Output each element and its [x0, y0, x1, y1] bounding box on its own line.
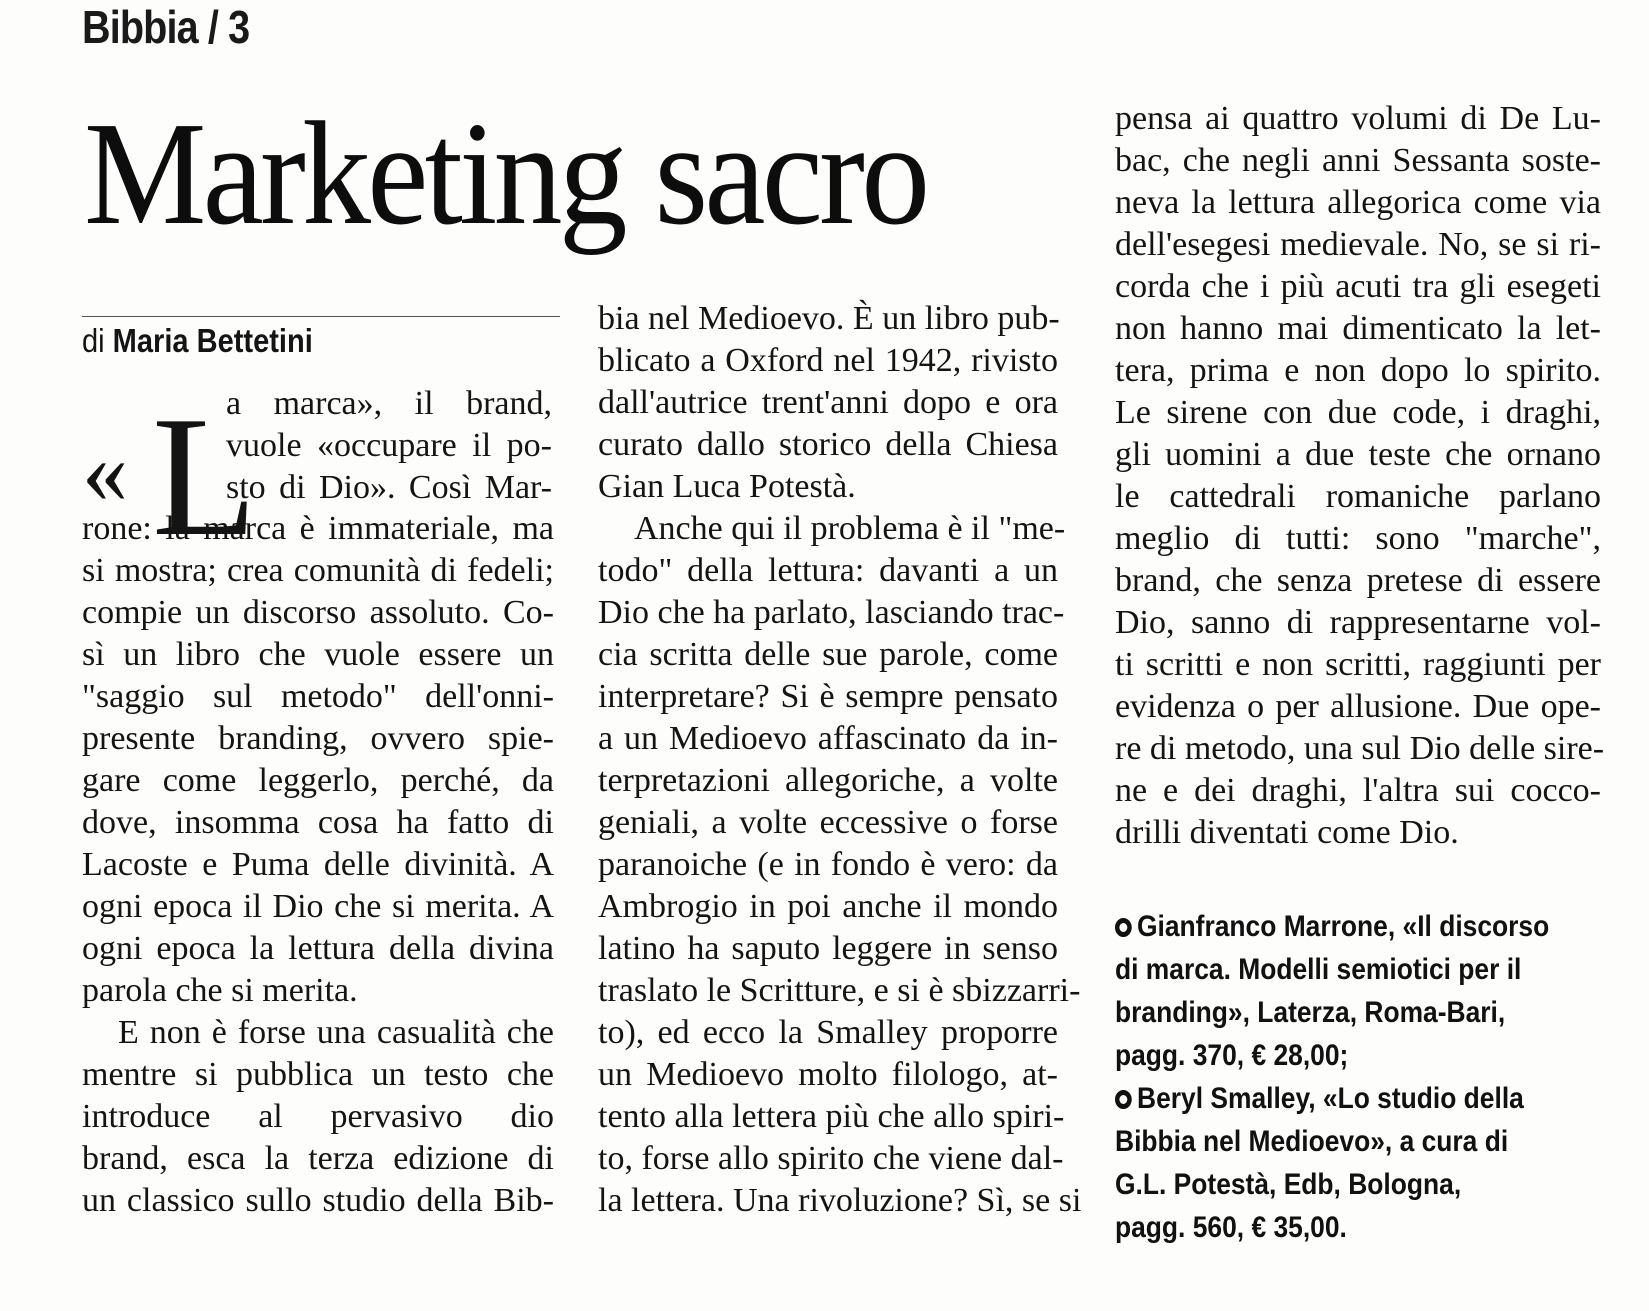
text-line: rone: la marca è immateriale, ma [82, 510, 554, 547]
text-line: brand, che senza pretese di essere [1115, 562, 1601, 599]
book-entry-line: branding», Laterza, Roma-Bari, [1115, 996, 1506, 1029]
text-line: Anche qui il problema è il "me- [634, 510, 1066, 547]
text-line: Ambrogio in poi anche il mondo [598, 888, 1058, 925]
text-line: sto di Dio». Così Mar- [226, 469, 552, 506]
column-2 [598, 298, 1082, 1222]
text-line: un classico sullo studio della Bib- [82, 1182, 554, 1219]
text-line: latino ha saputo leggere in senso [598, 930, 1058, 967]
text-line: un Medioevo molto filologo, at- [598, 1056, 1058, 1093]
text-line: sì un libro che vuole essere un [82, 636, 554, 673]
text-line: neva la lettura allegorica come via [1115, 184, 1601, 221]
column-1-intro [226, 383, 552, 509]
drop-cap-quote: « [82, 420, 128, 522]
text-line: mentre si pubblica un testo che [82, 1056, 554, 1093]
text-line: cia scritta delle sue parole, come [598, 636, 1058, 673]
book-entry [1115, 905, 1595, 1077]
text-line: ti scritti e non scritti, raggiunti per [1115, 646, 1601, 683]
text-line: a un Medioevo affascinato da in- [598, 720, 1058, 757]
text-line: Le sirene con due code, i draghi, [1115, 394, 1601, 431]
text-line: traslato le Scritture, e si è sbizzarri- [598, 972, 1081, 1009]
text-line: dove, insomma cosa ha fatto di [82, 804, 554, 841]
text-line: interpretare? Si è sempre pensato [598, 678, 1058, 715]
book-entry [1115, 1077, 1595, 1249]
book-entry-line: pagg. 560, € 35,00. [1115, 1211, 1347, 1244]
text-line: ogni epoca il Dio che si merita. A [82, 888, 554, 925]
text-line: bia nel Medioevo. È un libro pub- [598, 300, 1060, 337]
text-line: drilli diventati come Dio. [1115, 814, 1459, 851]
text-line: compie un discorso assoluto. Co- [82, 594, 554, 631]
text-line: re di metodo, una sul Dio delle sire- [1115, 730, 1605, 767]
book-info [1115, 905, 1595, 1249]
text-line: vuole «occupare il po- [226, 427, 552, 464]
text-line: pensa ai quattro volumi di De Lu- [1115, 100, 1601, 137]
text-line: corda che i più acuti tra gli esegeti [1115, 268, 1601, 305]
text-line: paranoiche (e in fondo è vero: da [598, 846, 1058, 883]
book-entry-line: Beryl Smalley, «Lo studio della [1115, 1077, 1537, 1120]
text-line: Dio, sanno di rappresentarne vol- [1115, 604, 1601, 641]
column-3 [1115, 98, 1605, 854]
column-1 [82, 508, 554, 1222]
text-line: tento alla lettera più che allo spiri- [598, 1098, 1065, 1135]
text-line: ogni epoca la lettura della divina [82, 930, 554, 967]
text-line: gare come leggerlo, perché, da [82, 762, 554, 799]
text-line: terpretazioni allegoriche, a volte [598, 762, 1058, 799]
text-line: gli uomini a due teste che ornano [1115, 436, 1601, 473]
book-entry-line: G.L. Potestà, Edb, Bologna, [1115, 1168, 1462, 1201]
book-entry-line: Bibbia nel Medioevo», a cura di [1115, 1125, 1509, 1158]
bullet-icon [1115, 918, 1132, 937]
byline [82, 322, 313, 360]
byline-prefix: di [82, 322, 105, 359]
headline: Marketing sacro [84, 92, 927, 256]
text-line: todo" della lettura: davanti a un [598, 552, 1058, 589]
text-line: blicato a Oxford nel 1942, rivisto [598, 342, 1058, 379]
text-line: geniali, a volte eccessive o forse [598, 804, 1058, 841]
text-line: a marca», il brand, [226, 385, 552, 422]
byline-rule [82, 316, 560, 317]
text-line: to), ed ecco la Smalley proporre [598, 1014, 1058, 1051]
drop-cap-letter: L [152, 382, 258, 572]
text-line: Gian Luca Potestà. [598, 468, 856, 505]
text-line: "saggio sul metodo" dell'onni- [82, 678, 554, 715]
text-line: dall'autrice trent'anni dopo e ora [598, 384, 1058, 421]
text-line: le cattedrali romaniche parlano [1115, 478, 1601, 515]
text-line: dell'esegesi medievale. No, se si ri- [1115, 226, 1601, 263]
text-line: bac, che negli anni Sessanta soste- [1115, 142, 1601, 179]
text-line: Dio che ha parlato, lasciando trac- [598, 594, 1065, 631]
section-kicker: Bibbia / 3 [82, 1, 250, 53]
text-line: meglio di tutti: sono "marche", [1115, 520, 1601, 557]
book-entry-line: pagg. 370, € 28,00; [1115, 1039, 1349, 1072]
text-line: E non è forse una casualità che [118, 1014, 554, 1051]
text-line: ne e dei draghi, l'altra sui cocco- [1115, 772, 1601, 809]
text-line: introduce al pervasivo dio [82, 1098, 554, 1135]
text-line: presente branding, ovvero spie- [82, 720, 554, 757]
text-line: curato dallo storico della Chiesa [598, 426, 1058, 463]
text-line: tera, prima e non dopo lo spirito. [1115, 352, 1601, 389]
text-line: Lacoste e Puma delle divinità. A [82, 846, 554, 883]
text-line: evidenza o per allusione. Due ope- [1115, 688, 1601, 725]
book-entry-line: di marca. Modelli semiotici per il [1115, 953, 1522, 986]
book-entry-line: Gianfranco Marrone, «Il discorso [1115, 905, 1537, 948]
text-line: brand, esca la terza edizione di [82, 1140, 554, 1177]
byline-author: Maria Bettetini [112, 322, 313, 359]
text-line: parola che si merita. [82, 972, 358, 1009]
text-line: la lettera. Una rivoluzione? Sì, se si [598, 1182, 1082, 1219]
text-line: si mostra; crea comunità di fedeli; [82, 552, 554, 589]
bullet-icon [1115, 1090, 1132, 1109]
text-line: non hanno mai dimenticato la let- [1115, 310, 1601, 347]
text-line: to, forse allo spirito che viene dal- [598, 1140, 1064, 1177]
